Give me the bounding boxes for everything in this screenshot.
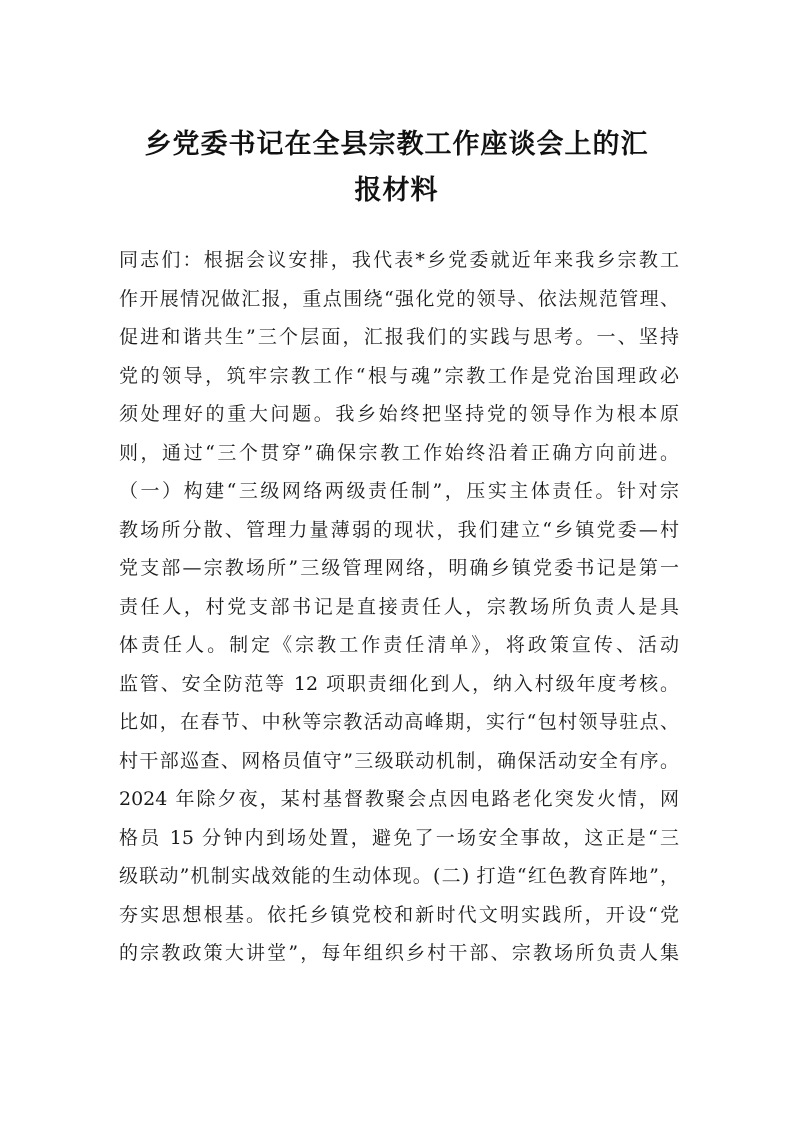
text-line: 村干部巡查、网格员值守”三级联动机制，确保活动安全有序。 xyxy=(119,749,679,772)
title-line-2: 报材料 xyxy=(354,175,439,206)
text-line: 的宗教政策大讲堂”，每年组织乡村干部、宗教场所负责人集 xyxy=(119,942,679,964)
text-line: （一）构建“三级网络两级责任制”，压实主体责任。针对宗 xyxy=(119,480,679,502)
text-line: 体责任人。制定《宗教工作责任清单》，将政策宣传、活动 xyxy=(119,634,679,656)
text-line: 党支部—宗教场所”三级管理网络，明确乡镇党委书记是第一 xyxy=(119,557,679,579)
body-paragraph xyxy=(119,241,679,973)
text-line: 2024 年除夕夜，某村基督教聚会点因电路老化突发火情，网 xyxy=(119,788,679,810)
text-line: 教场所分散、管理力量薄弱的现状，我们建立“乡镇党委—村 xyxy=(119,518,679,541)
text-line: 作开展情况做汇报，重点围绕“强化党的领导、依法规范管理、 xyxy=(119,287,679,310)
text-line: 同志们：根据会议安排，我代表*乡党委就近年来我乡宗教工 xyxy=(119,249,679,271)
text-line: 格员 15 分钟内到场处置，避免了一场安全事故，这正是“三 xyxy=(119,826,679,849)
text-line: 监管、安全防范等 12 项职责细化到人，纳入村级年度考核。 xyxy=(119,672,679,695)
title-line-1: 乡党委书记在全县宗教工作座谈会上的汇 xyxy=(144,129,649,160)
text-line: 党的领导，筑牢宗教工作“根与魂”宗教工作是党治国理政必 xyxy=(119,364,679,387)
text-line: 夯实思想根基。依托乡镇党校和新时代文明实践所，开设“党 xyxy=(119,903,679,926)
text-line: 则，通过“三个贯穿”确保宗教工作始终沿着正确方向前进。 xyxy=(119,441,679,464)
text-line: 级联动”机制实战效能的生动体现。(二) 打造“红色教育阵地”， xyxy=(119,865,679,887)
text-line: 促进和谐共生”三个层面，汇报我们的实践与思考。一、坚持 xyxy=(119,326,679,348)
document-title xyxy=(100,122,693,214)
text-line: 须处理好的重大问题。我乡始终把坚持党的领导作为根本原 xyxy=(119,403,679,425)
text-line: 责任人，村党支部书记是直接责任人，宗教场所负责人是具 xyxy=(119,595,679,618)
text-line: 比如，在春节、中秋等宗教活动高峰期，实行“包村领导驻点、 xyxy=(119,711,679,733)
